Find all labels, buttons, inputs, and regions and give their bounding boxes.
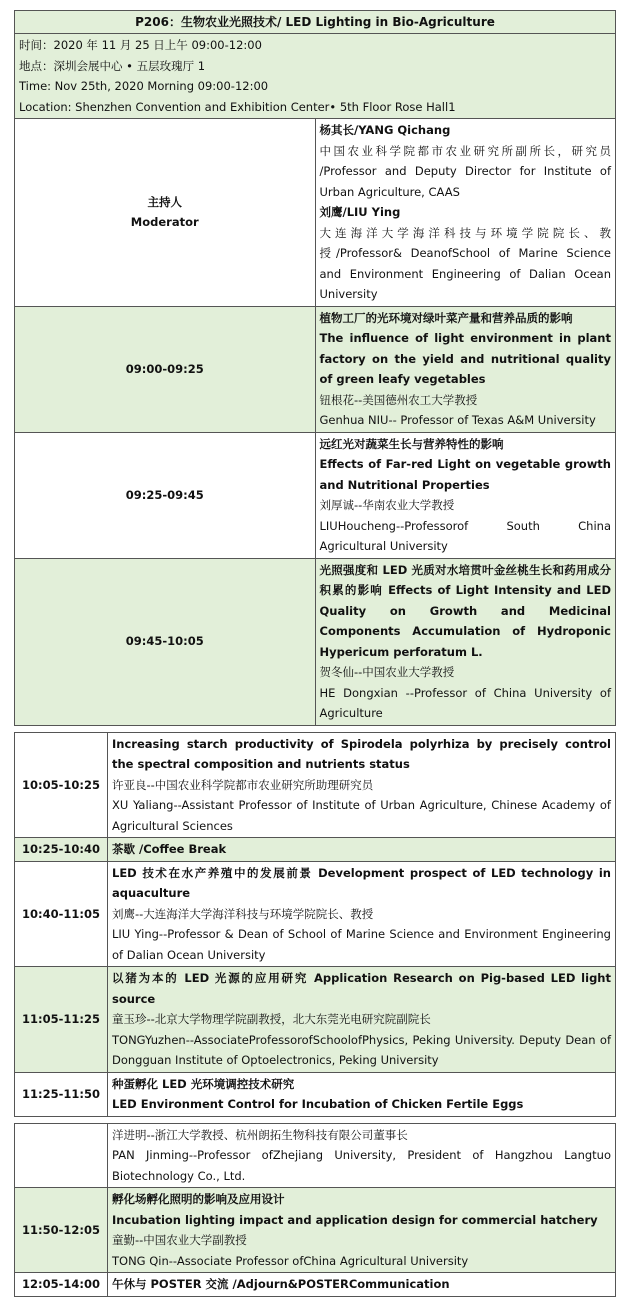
talk-title-en: LED Environment Control for Incubation of Chicken Fertile Eggs [112,1097,524,1111]
agenda-row [15,732,616,838]
agenda-row [15,1188,616,1273]
talk-title-en: The influence of light environment in plant factory on the yield and nutritional quality of green leafy vegetables [319,331,611,386]
session-title-row [15,11,616,34]
time-en: Time: Nov 25th, 2020 Morning 09:00-12:00 [19,79,269,93]
row-time: 10:25-10:40 [15,838,108,862]
moderator-2-name: 刘鹰/LIU Ying [319,205,401,219]
agenda-table-part3 [14,1123,616,1297]
row-time: 11:25-11:50 [15,1072,108,1116]
session-info-row [15,34,616,119]
agenda-row [15,432,616,558]
speaker-en: PAN Jinming--Professor ofZhejiang University, President of Hangzhou Langtuo Biotechnology Co., Ltd. [112,1148,611,1183]
speaker-en: LIU Ying--Professor & Dean of School of Marine Science and Environment Engineering of Dalian Ocean University [112,927,611,962]
row-time: 09:00-09:25 [15,306,316,432]
talk-title-en: Incubation lighting impact and application design for commercial hatchery [112,1212,598,1227]
speaker-cn: 童勤--中国农业大学副教授 [112,1233,247,1247]
speaker-cn: 钮根花--美国德州农工大学教授 [319,392,478,407]
speaker-en: Genhua NIU-- Professor of Texas A&M University [319,413,596,427]
row-time-empty [15,1123,108,1188]
row-content [108,732,616,838]
talk-title: LED 技术在水产养殖中的发展前景 Development prospect of LED technology in aquaculture [112,865,611,900]
row-time: 10:05-10:25 [15,732,108,838]
talk-title-cn: 远红光对蔬菜生长与营养特性的影响 [319,436,504,451]
speaker-en: XU Yaliang--Assistant Professor of Institute of Urban Agriculture, Chinese Academy of Agricultural Sciences [112,798,611,833]
session-title: P206：生物农业光照技术/ LED Lighting in Bio-Agriculture [15,11,616,34]
row-content [108,1273,616,1297]
row-content [108,1123,616,1188]
row-content [108,967,616,1073]
moderator-label-cn: 主持人 [147,194,182,209]
moderator-1-name: 杨其长/YANG Qichang [319,123,451,137]
place-cn: 地点：深圳会展中心 • 五层玫瑰厅 1 [19,58,206,73]
agenda-row [15,558,616,725]
speaker-en: TONG Qin--Associate Professor ofChina Agricultural University [112,1253,469,1268]
row-time: 12:05-14:00 [15,1273,108,1297]
agenda-row-lunch [15,1273,616,1297]
speaker-en: HE Dongxian --Professor of China University of Agriculture [319,685,611,720]
moderator-content [315,119,616,307]
agenda-row [15,1072,616,1116]
moderator-label-en: Moderator [130,215,199,230]
moderator-label [15,119,316,307]
agenda-row-continued [15,1123,616,1188]
row-content [108,1188,616,1273]
agenda-page [14,10,616,1297]
row-content [315,432,616,558]
talk-title: 以猪为本的 LED 光源的应用研究 Application Research on Pig-based LED light source [112,971,611,1006]
row-content [315,558,616,725]
speaker-cn: 童玉珍--北京大学物理学院副教授，北大东莞光电研究院副院长 [112,1012,431,1026]
talk-title-cn: 种蛋孵化 LED 光环境调控技术研究 [112,1076,295,1091]
speaker-en: LIUHoucheng--Professorof South China Agricultural University [319,518,611,553]
time-cn: 时间：2020 年 11 月 25 日上午 09:00-12:00 [19,38,262,52]
row-content [315,306,616,432]
agenda-table-part1 [14,10,616,726]
row-content [108,861,616,967]
row-content [108,1072,616,1116]
talk-title-cn: 植物工厂的光环境对绿叶菜产量和营养品质的影响 [319,310,573,325]
row-time: 09:45-10:05 [15,558,316,725]
row-time: 10:40-11:05 [15,861,108,967]
moderator-row [15,119,616,307]
speaker-cn: 洋进明--浙江大学教授、杭州朗拓生物科技有限公司董事长 [112,1127,408,1142]
coffee-break-label: 茶歇 /Coffee Break [112,842,227,856]
speaker-cn: 刘厚诚--华南农业大学教授 [319,498,455,512]
moderator-1-desc: 中国农业科学院都市农业研究所副所长，研究员 /Professor and Deputy Director for Institute of Urban Agriculture, CAAS [319,143,611,199]
speaker-cn: 刘鹰--大连海洋大学海洋科技与环境学院院长、教授 [112,906,374,921]
talk-title-en: Effects of Far-red Light on vegetable growth and Nutritional Properties [319,457,611,492]
speaker-en: TONGYuzhen--AssociateProfessorofSchoolofPhysics, Peking University. Deputy Dean of Dongguan Institute of Optoelectronics, Peking University [112,1032,611,1067]
talk-title-cn: 孵化场孵化照明的影响及应用设计 [112,1192,285,1206]
agenda-table-part2 [14,732,616,1117]
session-info [15,34,616,119]
row-content [108,838,616,862]
agenda-row [15,967,616,1073]
agenda-row-break [15,838,616,862]
lunch-label: 午休与 POSTER 交流 /Adjourn&POSTERCommunication [112,1277,450,1291]
talk-title-en: Increasing starch productivity of Spirodela polyrhiza by precisely control the spectral composition and nutrients status [112,736,611,771]
row-time: 11:50-12:05 [15,1188,108,1273]
agenda-row [15,306,616,432]
moderator-2-desc: 大连海洋大学海洋科技与环境学院院长、教授/Professor& DeanofSchool of Marine Science and Environment Engineering of Dalian Ocean University [319,225,611,301]
talk-title: 光照强度和 LED 光质对水培贯叶金丝桃生长和药用成分积累的影响 Effects of Light Intensity and LED Quality on Growth and Medicinal Components Accumulation of Hydroponic Hypericum perforatum L. [319,562,611,659]
speaker-cn: 许亚良--中国农业科学院都市农业研究所助理研究员 [112,777,374,792]
location-en: Location: Shenzhen Convention and Exhibition Center• 5th Floor Rose Hall1 [19,99,456,114]
row-time: 09:25-09:45 [15,432,316,558]
speaker-cn: 贺冬仙--中国农业大学教授 [319,665,455,679]
agenda-row [15,861,616,967]
row-time: 11:05-11:25 [15,967,108,1073]
